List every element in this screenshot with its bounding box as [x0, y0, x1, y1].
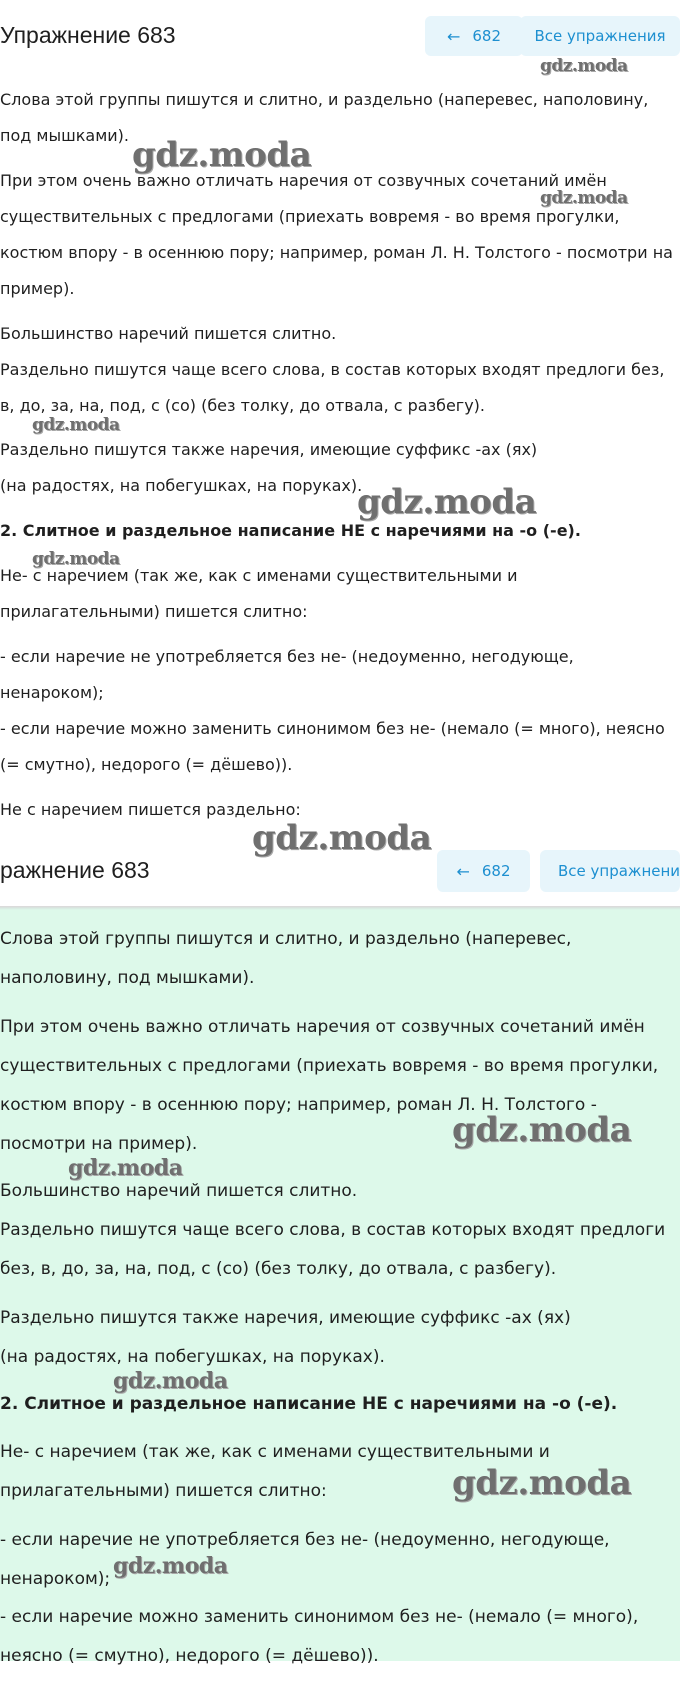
text-line: прилагательными) пишется слитно:	[0, 1481, 327, 1501]
text-line: Не с наречием пишется раздельно:	[0, 800, 301, 819]
text-line: костюм впору - в осеннюю пору; например, роман Л. Н. Толстого -	[0, 1095, 597, 1115]
watermark: gdz.moda	[32, 415, 120, 435]
text-line: под мышками).	[0, 126, 130, 145]
all-exercises-button[interactable]	[520, 16, 680, 56]
text-line: в, до, за, на, под, с (со) (без толку, до отвала, с разбегу).	[0, 396, 486, 415]
arrow-left-icon: ←	[456, 861, 470, 881]
all-exercises-button[interactable]	[540, 850, 680, 892]
panel-shadow	[0, 906, 680, 910]
text-line: наполовину, под мышками).	[0, 968, 255, 988]
text-line: существительных с предлогами (приехать вовремя - во время прогулки,	[0, 207, 620, 226]
watermark: gdz.moda	[252, 818, 432, 858]
text-line: Раздельно пишутся чаще всего слова, в состав которых входят предлоги	[0, 1220, 666, 1240]
prev-exercise-label: 682	[472, 27, 502, 45]
text-line: ненароком);	[0, 1569, 111, 1589]
text-line: - если наречие можно заменить синонимом без не- (немало (= много), неясно	[0, 719, 665, 738]
watermark: gdz.moda	[113, 1553, 228, 1579]
text-line: пример).	[0, 279, 75, 298]
text-line: прилагательными) пишется слитно:	[0, 602, 308, 621]
text-line: (= смутно), недорого (= дёшево)).	[0, 755, 293, 774]
prev-exercise-button[interactable]	[425, 16, 523, 56]
section-heading: 2. Слитное и раздельное написание НЕ с наречиями на -о (-е).	[0, 521, 581, 540]
text-line: Раздельно пишутся также наречия, имеющие суффикс -ах (ях)	[0, 1308, 571, 1328]
text-line: При этом очень важно отличать наречия от созвучных сочетаний имён	[0, 171, 607, 190]
text-line: ненароком);	[0, 683, 104, 702]
text-line: Большинство наречий пишется слитно.	[0, 1181, 358, 1201]
section-heading: 2. Слитное и раздельное написание НЕ с наречиями на -о (-е).	[0, 1394, 618, 1414]
prev-exercise-button[interactable]	[437, 850, 530, 892]
text-line: - если наречие не употребляется без не- (недоуменно, негодующе,	[0, 1530, 610, 1550]
prev-exercise-label: 682	[481, 862, 511, 880]
text-line: неясно (= смутно), недорого (= дёшево)).	[0, 1646, 379, 1666]
text-line: Раздельно пишутся также наречия, имеющие суффикс -ах (ях)	[0, 440, 538, 459]
watermark: gdz.moda	[452, 1110, 632, 1150]
text-line: Не- с наречием (так же, как с именами существительными и	[0, 1442, 550, 1462]
text-line: Слова этой группы пишутся и слитно, и раздельно (наперевес,	[0, 929, 572, 949]
text-line: посмотри на пример).	[0, 1134, 198, 1154]
all-exercises-label: Все упражнения	[534, 27, 666, 45]
all-exercises-label: Все упражнени	[558, 862, 680, 880]
text-line: существительных с предлогами (приехать вовремя - во время прогулки,	[0, 1056, 659, 1076]
watermark: gdz.moda	[32, 549, 120, 569]
text-line: Большинство наречий пишется слитно.	[0, 324, 337, 343]
watermark: gdz.moda	[113, 1368, 228, 1394]
text-line: костюм впору - в осеннюю пору; например, роман Л. Н. Толстого - посмотри на	[0, 243, 673, 262]
text-line: - если наречие не употребляется без не- (недоуменно, негодующе,	[0, 647, 574, 666]
page-title-repeat: ражнение 683	[0, 857, 150, 883]
text-line: При этом очень важно отличать наречия от созвучных сочетаний имён	[0, 1017, 645, 1037]
text-line: Слова этой группы пишутся и слитно, и раздельно (наперевес, наполовину,	[0, 90, 649, 109]
arrow-left-icon: ←	[446, 26, 461, 46]
text-line: (на радостях, на побегушках, на поруках).	[0, 476, 363, 495]
watermark: gdz.moda	[540, 56, 628, 76]
text-line: (на радостях, на побегушках, на поруках).	[0, 1347, 385, 1367]
page-title: Упражнение 683	[0, 22, 176, 48]
watermark: gdz.moda	[452, 1463, 632, 1503]
watermark: gdz.moda	[357, 482, 537, 522]
text-line: Не- с наречием (так же, как с именами существительными и	[0, 566, 518, 585]
text-line: Раздельно пишутся чаще всего слова, в состав которых входят предлоги без,	[0, 360, 665, 379]
text-line: без, в, до, за, на, под, с (со) (без толку, до отвала, с разбегу).	[0, 1259, 557, 1279]
watermark: gdz.moda	[540, 188, 628, 208]
text-line: - если наречие можно заменить синонимом без не- (немало (= много),	[0, 1607, 639, 1627]
watermark: gdz.moda	[68, 1155, 183, 1181]
watermark: gdz.moda	[132, 135, 312, 175]
